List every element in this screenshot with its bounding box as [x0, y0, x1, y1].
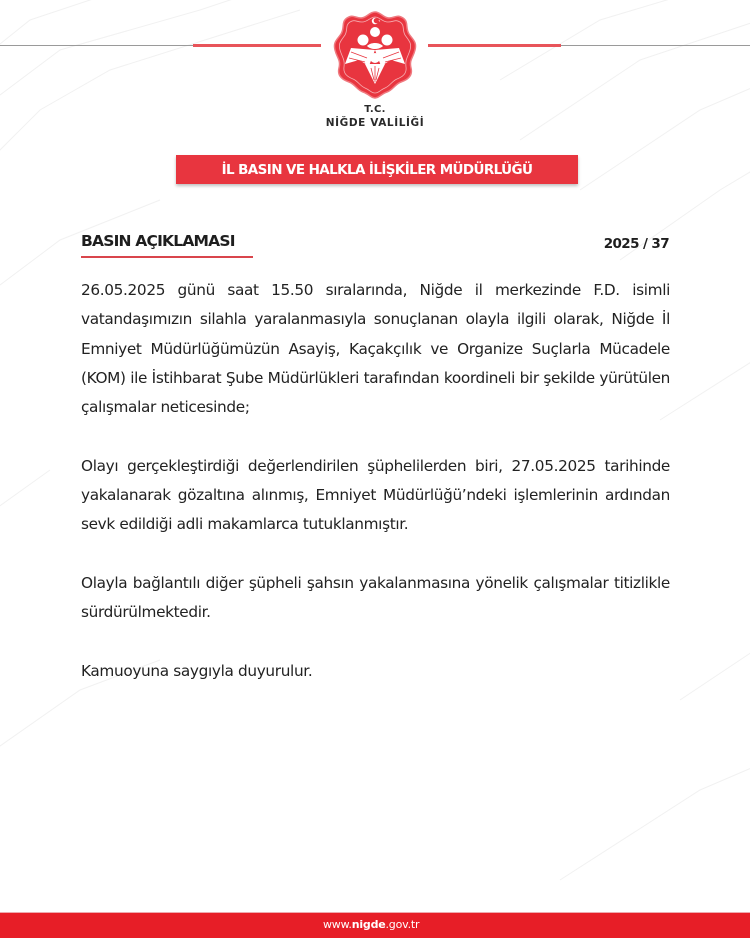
url-prefix: www.	[323, 918, 352, 931]
paragraph: 26.05.2025 günü saat 15.50 sıralarında, Niğde il merkezinde F.D. isimli vatandaşımızın silahla yaralanmasıyla sonuçlanan olayla ilgili olarak, Niğde İl Emniyet Müdürlüğümüzün Asayiş, Kaçakçılık ve Organize Suçlarla Mücadele (KOM) ile İstihbarat Şube Müdürlükleri tarafından koordineli bir şekilde yürütülen çalışmalar neticesinde;	[81, 281, 670, 417]
title-underline	[81, 256, 253, 258]
header-rule-left	[0, 45, 193, 46]
paragraph: Kamuoyuna saygıyla duyurulur.	[81, 661, 313, 680]
paragraph: Olayı gerçekleştirdiği değerlendirilen şüphelilerden biri, 27.05.2025 tarihinde yakalanarak gözaltına alınmış, Emniyet Müdürlüğü’ndeki işlemlerinin ardından sevk edildiği adli makamlarca tutuklanmıştır.	[81, 456, 670, 534]
document-number: 2025 / 37	[603, 236, 669, 252]
header-rule-right	[561, 45, 750, 46]
state-abbreviation: T.C.	[364, 104, 386, 115]
institution-name: NİĞDE VALİLİĞİ	[325, 117, 425, 129]
url-domain: nigde	[351, 918, 386, 931]
document-title: BASIN AÇIKLAMASI	[81, 232, 235, 250]
press-release-body	[81, 276, 670, 715]
header-rule-right-accent	[428, 44, 561, 47]
department-banner	[176, 155, 578, 184]
website-link[interactable]	[323, 918, 419, 931]
department-name: İL BASIN VE HALKLA İLİŞKİLER MÜDÜRLÜĞÜ	[221, 161, 533, 178]
nigde-valiligi-emblem-logo	[331, 8, 419, 100]
url-suffix: .gov.tr	[385, 918, 420, 931]
paragraph: Olayla bağlantılı diğer şüpheli şahsın yakalanmasına yönelik çalışmalar titizlikle sürdürülmektedir.	[81, 573, 670, 622]
footer-bar	[0, 912, 750, 938]
header-rule-left-accent	[193, 44, 321, 47]
